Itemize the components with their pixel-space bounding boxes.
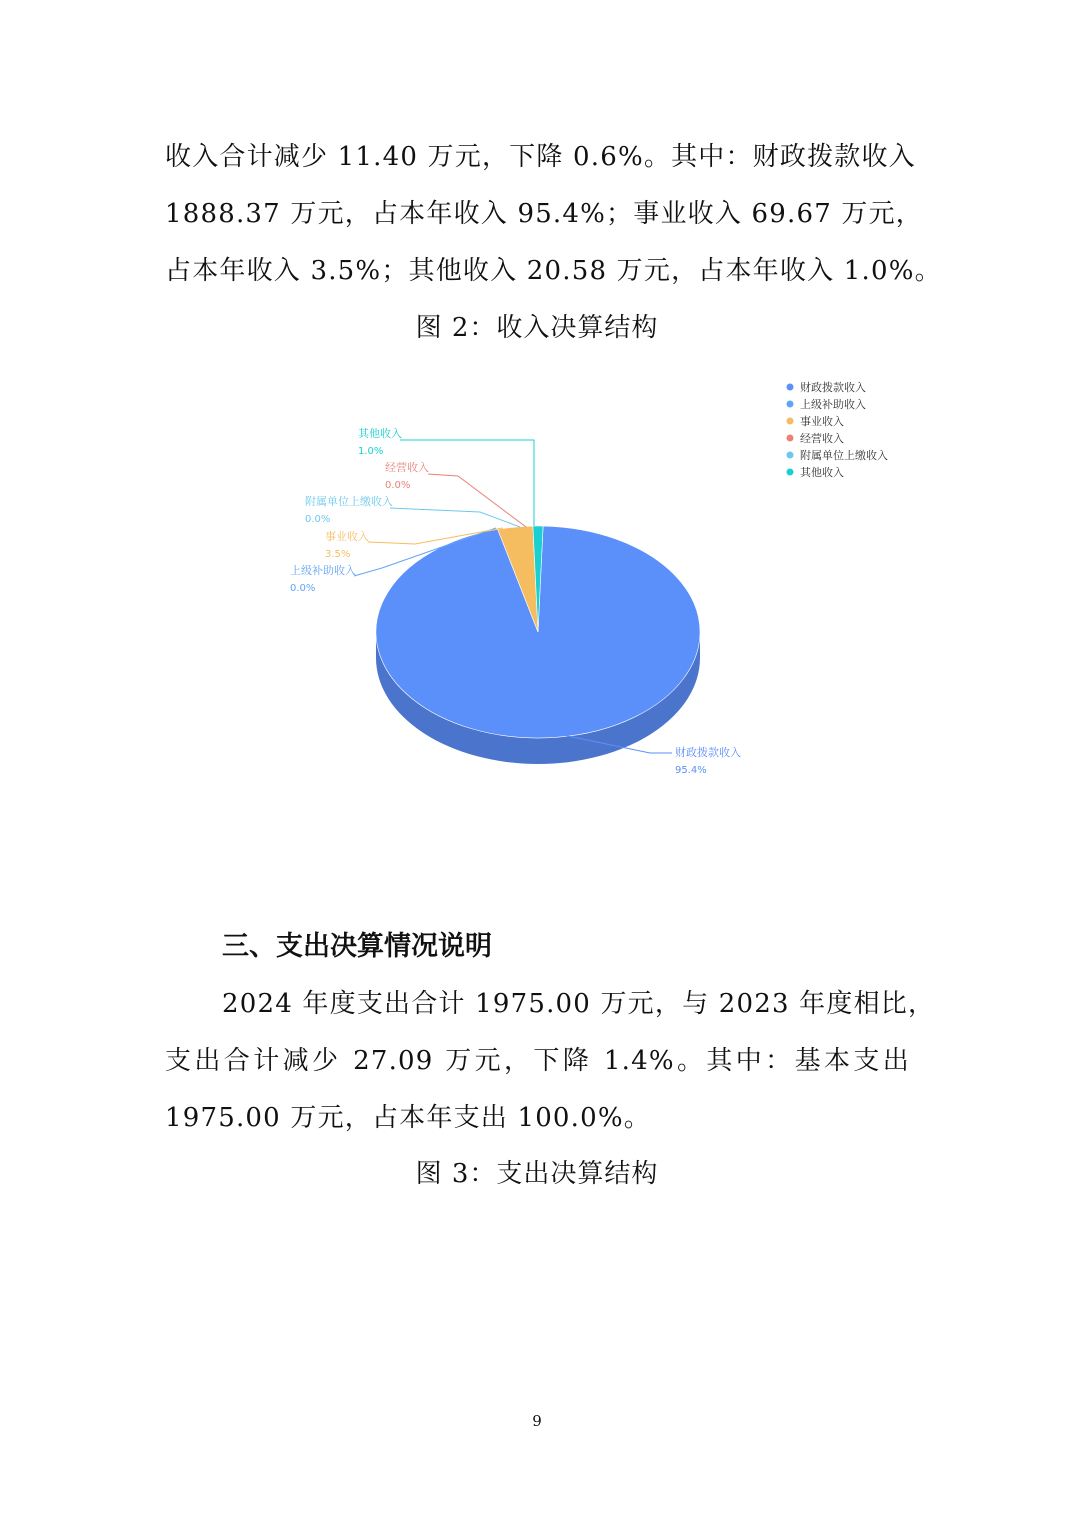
slice-value-label-上级补助收入: 0.0% — [290, 583, 316, 594]
legend-label-附属单位上缴收入: 附属单位上缴收入 — [800, 449, 888, 462]
legend-label-财政拨款收入: 财政拨款收入 — [800, 381, 866, 394]
legend-label-其他收入: 其他收入 — [800, 466, 844, 479]
figure3-caption: 图 3：支出决算结构 — [415, 1159, 659, 1189]
legend-marker-上级补助收入 — [787, 401, 794, 408]
leader-line-附属单位上缴收入 — [390, 508, 520, 527]
paragraph1-line1: 收入合计减少 11.40 万元，下降 0.6%。其中：财政拨款收入 — [165, 142, 916, 172]
paragraph2-line1: 2024 年度支出合计 1975.00 万元，与 2023 年度相比， — [222, 989, 936, 1019]
paragraph2-line2: 支出合计减少 27.09 万元，下降 1.4%。其中：基本支出 — [165, 1046, 910, 1076]
legend-label-上级补助收入: 上级补助收入 — [800, 398, 866, 411]
slice-value-label-事业收入: 3.5% — [325, 549, 351, 560]
slice-name-label-其他收入: 其他收入 — [358, 427, 402, 440]
slice-name-label-经营收入: 经营收入 — [385, 461, 429, 474]
legend-marker-附属单位上缴收入 — [787, 452, 794, 459]
legend-label-事业收入: 事业收入 — [800, 415, 844, 428]
pie-top — [376, 526, 700, 738]
chart-legend — [787, 380, 889, 479]
slice-name-label-上级补助收入: 上级补助收入 — [290, 564, 356, 577]
slice-name-label-财政拨款收入: 财政拨款收入 — [675, 746, 741, 759]
paragraph1-line2: 1888.37 万元，占本年收入 95.4%；事业收入 69.67 万元， — [165, 199, 924, 229]
slice-value-label-经营收入: 0.0% — [385, 480, 411, 491]
section3-heading: 三、支出决算情况说明 — [222, 931, 492, 962]
legend-marker-其他收入 — [787, 469, 794, 476]
slice-value-label-财政拨款收入: 95.4% — [675, 765, 707, 776]
slice-name-label-事业收入: 事业收入 — [325, 530, 369, 543]
slice-value-label-附属单位上缴收入: 0.0% — [305, 514, 331, 525]
legend-marker-经营收入 — [787, 435, 794, 442]
slice-value-label-其他收入: 1.0% — [358, 446, 384, 457]
figure2-caption: 图 2：收入决算结构 — [415, 313, 659, 343]
legend-marker-事业收入 — [787, 418, 794, 425]
leader-line-经营收入 — [428, 474, 526, 527]
income-pie-chart — [270, 370, 910, 790]
legend-label-经营收入: 经营收入 — [800, 432, 844, 445]
paragraph2-line3: 1975.00 万元，占本年支出 100.0%。 — [165, 1103, 651, 1133]
page-number: 9 — [532, 1412, 542, 1430]
paragraph1-line3: 占本年收入 3.5%；其他收入 20.58 万元，占本年收入 1.0%。 — [165, 256, 942, 286]
legend-marker-财政拨款收入 — [787, 384, 794, 391]
slice-name-label-附属单位上缴收入: 附属单位上缴收入 — [305, 495, 393, 508]
